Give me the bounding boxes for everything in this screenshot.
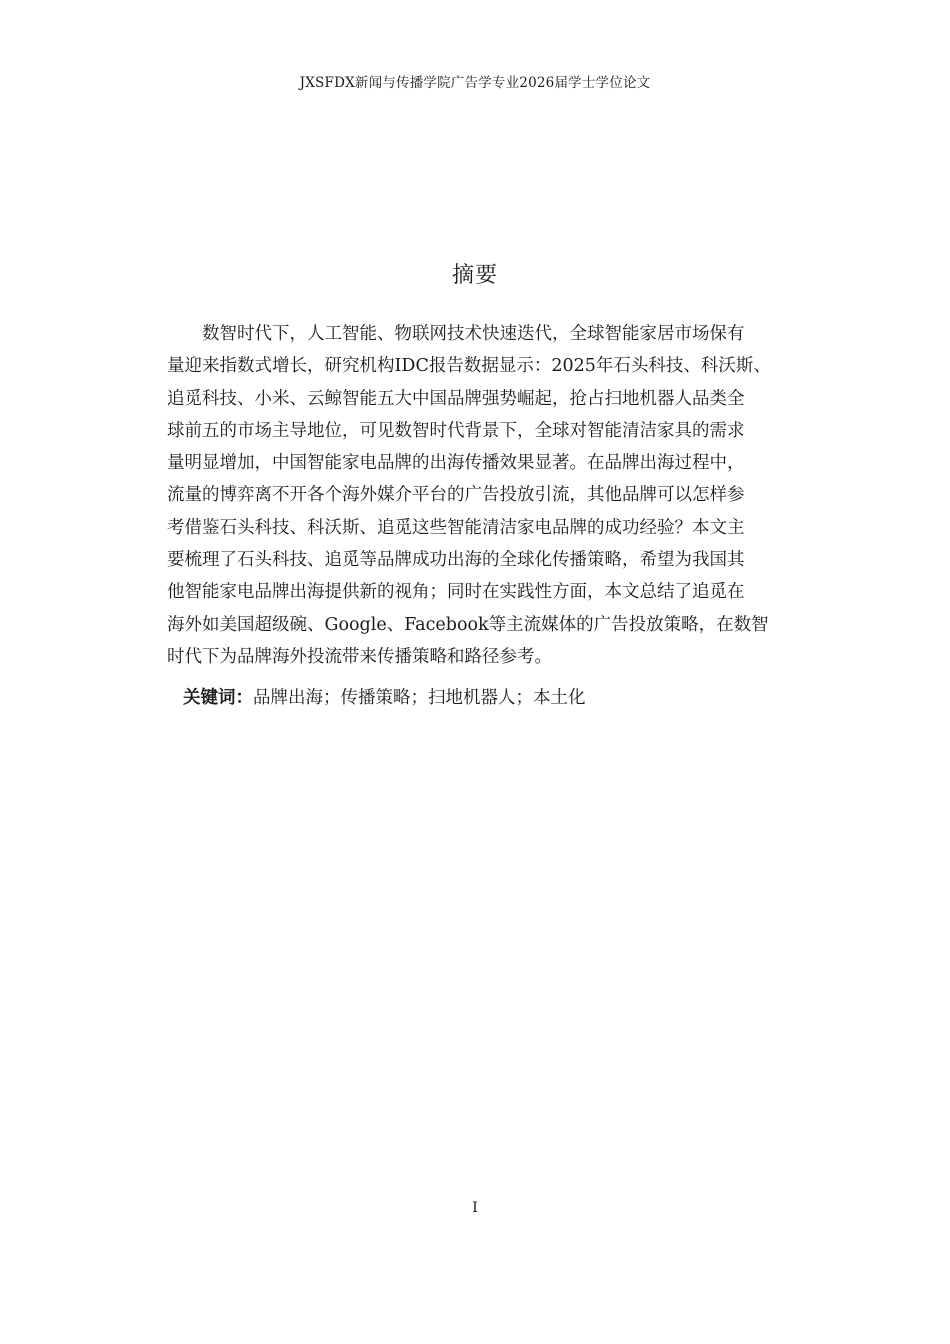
abstract-title: 摘要 — [451, 263, 498, 288]
keywords — [183, 683, 586, 713]
abstract-line: 追觅科技、小米、云鲸智能五大中国品牌强势崛起，抢占扫地机器人品类全 — [167, 388, 745, 409]
abstract-line: 考借鉴石头科技、科沃斯、追觅这些智能清洁家电品牌的成功经验？本文主 — [167, 517, 745, 538]
page-number: I — [472, 1200, 478, 1216]
abstract-line: 球前五的市场主导地位，可见数智时代背景下，全球对智能清洁家具的需求 — [167, 420, 745, 441]
abstract-line: 时代下为品牌海外投流带来传播策略和路径参考。 — [167, 646, 552, 667]
abstract-line: 量迎来指数式增长，研究机构IDC报告数据显示：2025年石头科技、科沃斯、 — [167, 356, 771, 377]
keywords-label: 关键词： — [183, 688, 253, 708]
abstract-line: 流量的博弈离不开各个海外媒介平台的广告投放引流，其他品牌可以怎样参 — [167, 485, 745, 506]
abstract-line: 数智时代下，人工智能、物联网技术快速迭代，全球智能家居市场保有 — [202, 324, 745, 344]
abstract-line: 要梳理了石头科技、追觅等品牌成功出海的全球化传播策略，希望为我国其 — [167, 550, 745, 571]
abstract-line: 海外如美国超级碗、Google、Facebook等主流媒体的广告投放策略，在数智 — [167, 614, 769, 635]
running-header: JXSFDX新闻与传播学院广告学专业2026届学士学位论文 — [299, 75, 651, 91]
abstract-line: 量明显增加，中国智能家电品牌的出海传播效果显著。在品牌出海过程中， — [167, 453, 745, 474]
abstract-line: 他智能家电品牌出海提供新的视角；同时在实践性方面，本文总结了追觅在 — [167, 582, 745, 603]
keywords-text: 品牌出海；传播策略；扫地机器人；本土化 — [253, 688, 586, 708]
abstract-body — [167, 318, 807, 673]
